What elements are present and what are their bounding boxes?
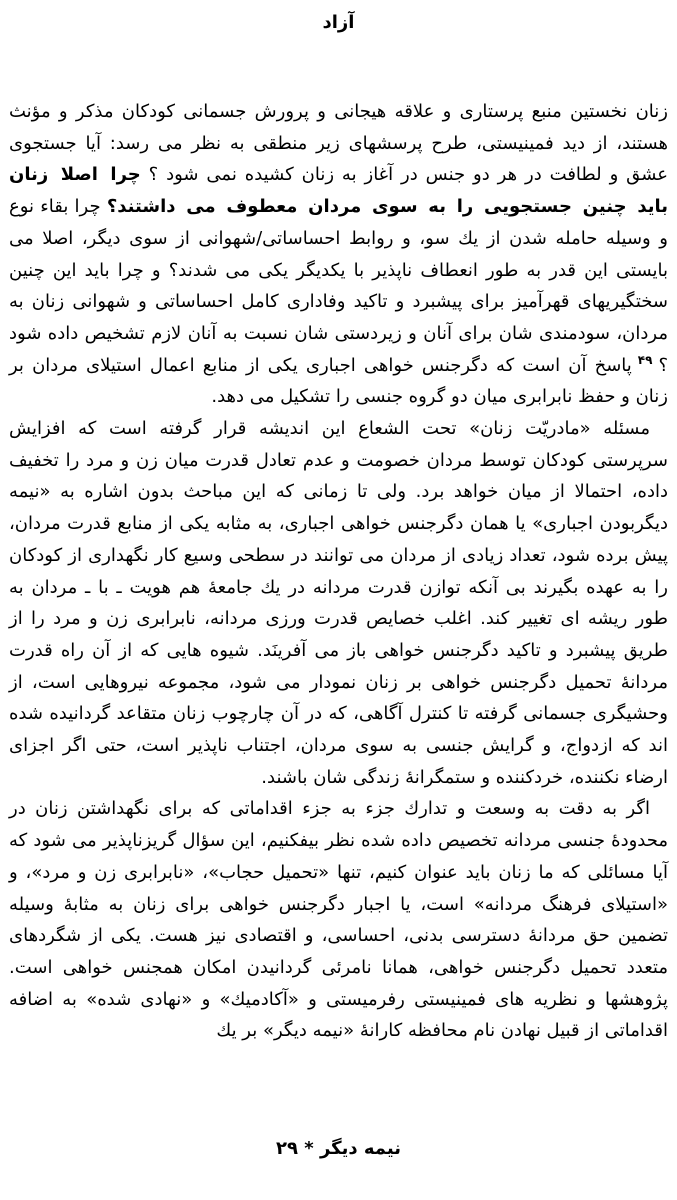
paragraph (9, 96, 668, 413)
text-run: چرا بقاء نوع و وسیله حامله شدن از یك سو، و روابط احساساتی/شهوانی از سوی دیگر، اصلا می بایستی این قدر به طور انعطاف ناپذیر با یکدیگر یکی می شدند؟ و چرا باید این چنین سختگیریهای قهرآمیز برای پیشبرد و تاکید وفاداری کامل احساساتی و شهوانی زنان به مردان، سودمندی شان برای آنان و زیردستی شان نسبت به آنان لازم تشخیص داده شود ؟ (9, 196, 668, 376)
footnote-marker: ۴۹ (637, 352, 653, 367)
body-text (9, 96, 668, 1047)
paragraph (9, 413, 668, 793)
text-run: پاسخ آن است که دگرجنس خواهی اجباری یکی از منابع اعمال استیلای مردان بر زنان و حفظ نابرابری میان دو گروه جنسی را تشکیل می دهد. (9, 354, 668, 408)
bold-text-run: چرا اصلا زنان باید چنین جستجویی را به سوی مردان معطوف می داشتند؟ (9, 164, 668, 218)
paragraph (9, 793, 668, 1047)
page-title: آزاد (322, 12, 355, 33)
page-footer: نیمه دیگر * ۲۹ (276, 1138, 401, 1159)
text-run: زنان نخستین منبع پرستاری و علاقه هیجانی و پرورش جسمانی کودکان مذکر و مؤنث هستند، از دید فمینیستی، طرح پرسشهای زیر منطقی به نظر می رسد: آیا جستجوی عشق و لطافت در هر دو جنس در آغاز به زنان کشیده نمی شود ؟ (9, 101, 668, 186)
text-run: اگر به دقت به وسعت و تدارك جزء به جزء اقداماتی که برای نگهداشتن زنان در محدودهٔ جنسی مردانه تخصیص داده شده نظر بیفکنیم، این سؤال گریزناپذیر می شود که آیا مسائلی که ما زنان باید عنوان کنیم، تنها «تحمیل حجاب»، «نابرابری زن و مرد»، و «استیلای فرهنگ مردانه» است، یا اجبار دگرجنس خواهی برای زنان به مثابهٔ وسیله تضمین حق مردانهٔ دسترسی بدنی، احساسی، و اقتصادی نیز هست. یکی از شگردهای متعدد تحمیل دگرجنس خواهی، همانا نامرئی گردانیدن امکان همجنس خواهی است. پژوهشها و نظریه های فمینیستی رفرمیستی و «آکادمیك» و «نهادی شده» به اضافه اقداماتی از قبیل نهادن نام محافظه کارانهٔ «نیمه دیگر» بر یك (9, 798, 668, 1042)
text-run: مسئله «مادریّت زنان» تحت الشعاع این اندیشه قرار گرفته است که افزایش سرپرستی کودکان توسط مردان خصومت و عدم تعادل قدرت میان زن و مرد را تخفیف داده، احتمالا از میان خواهد برد. ولی تا زمانی که این مباحث بدون اشاره به «نیمه دیگربودن اجباری» یا همان دگرجنس خواهی اجباری، به مثابه یکی از منابع قدرت مردان، پیش برده شود، تعداد زیادی از مردان می توانند در سطحی وسیع کار نگهداری از کودکان را به عهده بگیرند بی آنکه توازن قدرت مردانه در یك جامعهٔ هم هویت ـ با ـ مردان به طور ریشه ای تغییر کند. اغلب خصایص قدرت ورزی مردانه، نابرابری زن و مرد را از طریق پیشبرد و تاکید دگرجنس خواهی باز می آفرینَد. شیوه هایی که از آن راه قدرت مردانهٔ تحمیل دگرجنس خواهی بر زنان نمودار می شود، مجموعه نیروهایی است، از وحشیگری جسمانی گرفته تا کنترل آگاهی، که در آن چارچوب زنان متقاعد گردانیده شده اند که ازدواج، و گرایش جنسی به سوی مردان، اجتناب ناپذیر است، حتی اگر اجزای ارضاء نکننده، خردکننده و ستمگرانهٔ زندگی شان باشند. (9, 418, 668, 788)
